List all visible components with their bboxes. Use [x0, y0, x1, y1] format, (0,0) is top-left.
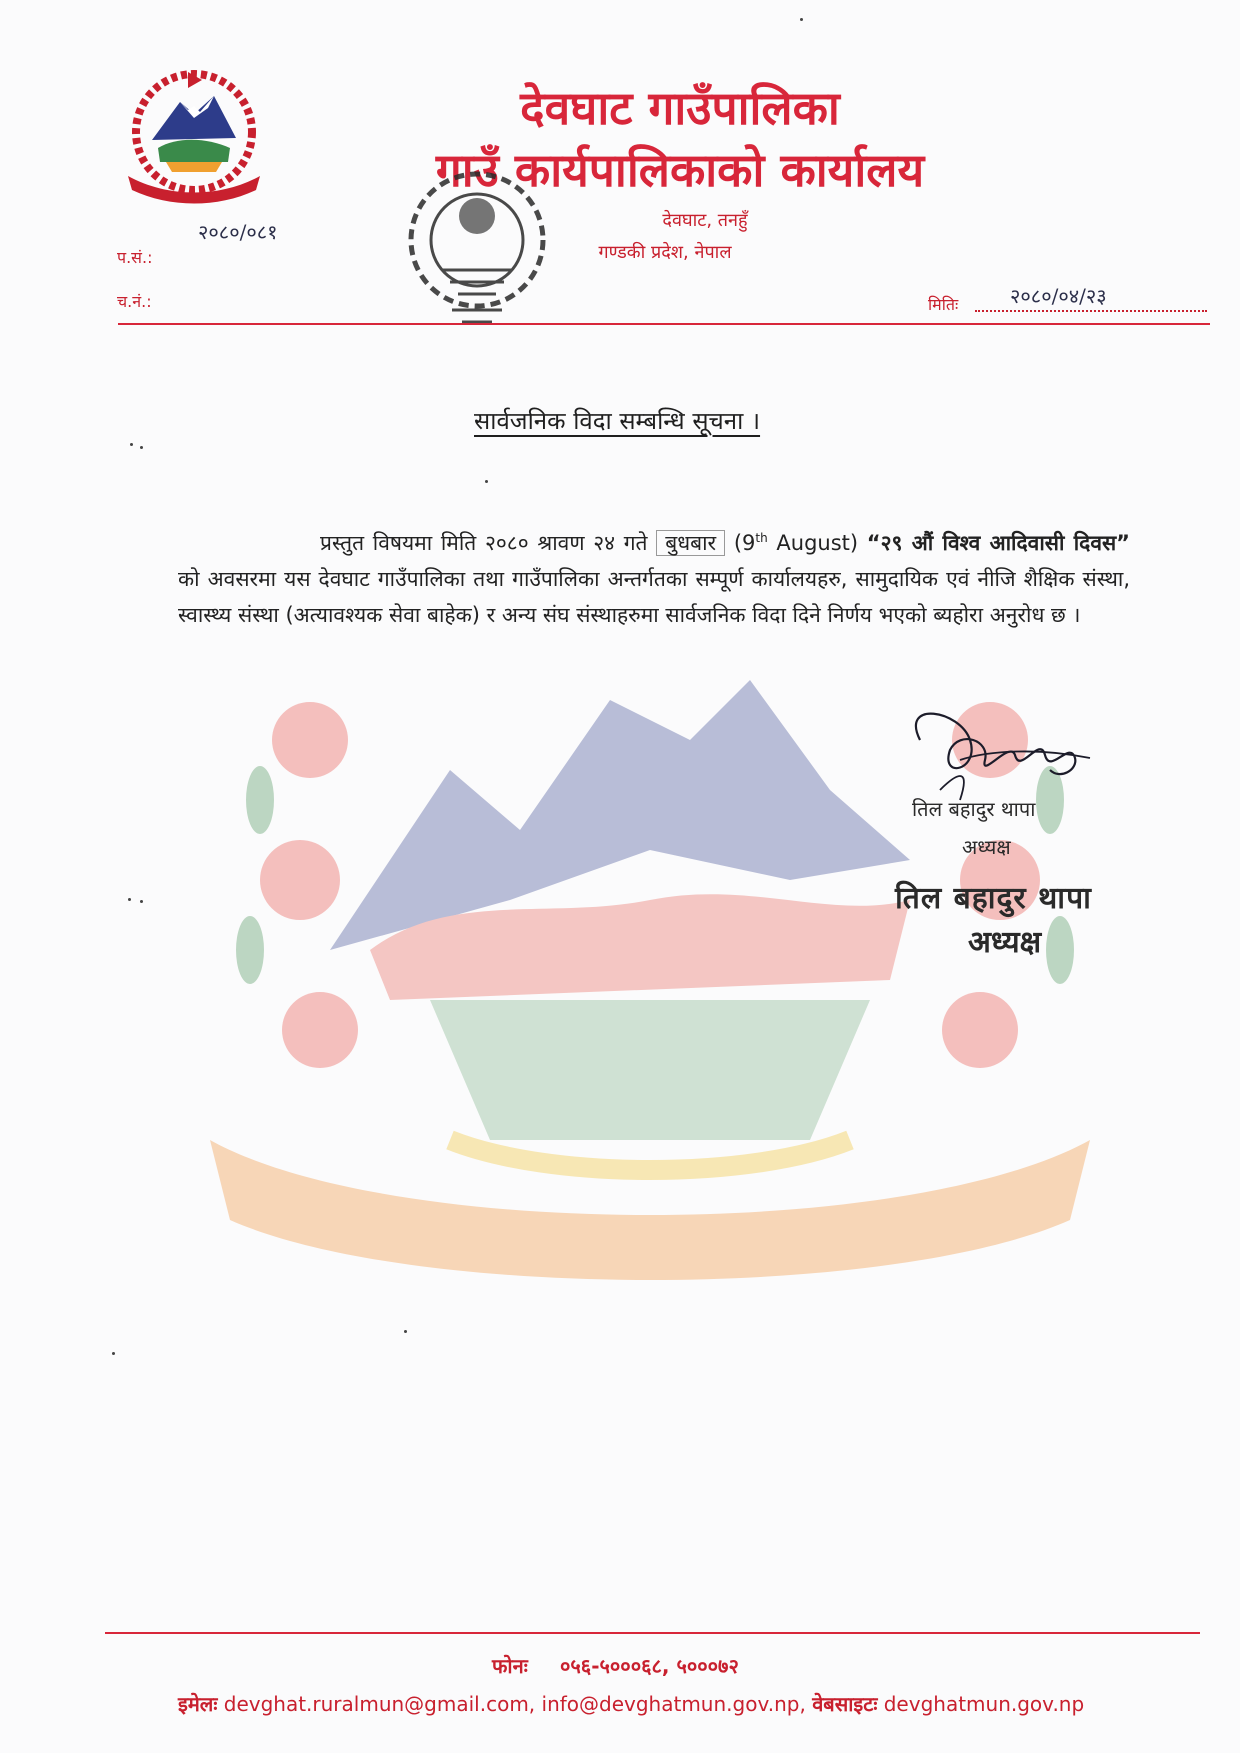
boxed-weekday: बुधबार: [656, 530, 725, 556]
ordinal-suffix: th: [755, 531, 768, 545]
body-text-part2: (9: [725, 531, 756, 555]
email-label: इमेलः: [178, 1692, 218, 1716]
scan-speck: [112, 1352, 115, 1355]
signatory-name: तिल बहादुर थापा: [912, 797, 1036, 821]
address-line1: देवघाट, तनहुँ: [662, 210, 748, 231]
office-title-line2: गाउँ कार्यपालिकाको कार्यालय: [435, 143, 925, 197]
role-stamp: अध्यक्ष: [968, 925, 1042, 960]
body-text-part3: August): [767, 531, 867, 555]
header-divider: [118, 323, 1210, 325]
nepal-emblem-logo: [118, 66, 270, 208]
patra-sankhya-label: प.सं.:: [117, 248, 153, 267]
footer-divider: [105, 1632, 1200, 1634]
phone-numbers: ०५६-५०००६८, ५०००७२: [560, 1654, 739, 1678]
notice-body: [178, 520, 1130, 633]
website-url[interactable]: devghatmun.gov.np: [883, 1692, 1085, 1716]
website-label: वेबसाइटः: [812, 1692, 878, 1716]
date-value: २०८०/०४/२३: [1010, 284, 1107, 308]
scan-speck: [485, 480, 488, 483]
signatory-role: अध्यक्ष: [962, 835, 1011, 859]
date-label: मितिः: [928, 295, 959, 314]
scan-speck: [140, 900, 143, 903]
body-text-part4: को अवसरमा यस देवघाट गाउँपालिका तथा गाउँपालिका अन्तर्गतका सम्पूर्ण कार्यालयहरु, सामुदायिक एवं नीजि शैक्षिक संस्था, स्वास्थ्य संस्था (अत्यावश्यक सेवा बाहेक) र अन्य संघ संस्थाहरुमा सार्वजनिक विदा दिने निर्णय भएको ब्यहोरा अनुरोध छ ।: [178, 567, 1130, 627]
name-stamp: तिल बहादुर थापा: [895, 881, 1092, 916]
scan-speck: [800, 18, 803, 21]
scan-speck: [130, 443, 133, 446]
body-text-part1: प्रस्तुत विषयमा मिति २०८० श्रावण २४ गते: [320, 531, 657, 555]
chalani-number-label: च.नं.:: [117, 292, 152, 311]
office-title-line1: देवघाट गाउँपालिका: [520, 81, 840, 135]
phone-label: फोनः: [492, 1654, 528, 1678]
office-round-stamp: [392, 160, 562, 340]
scan-speck: [404, 1330, 407, 1333]
address-line2: गण्डकी प्रदेश, नेपाल: [598, 242, 732, 263]
scan-speck: [140, 446, 143, 449]
notice-subject: सार्वजनिक विदा सम्बन्धि सूचना ।: [474, 407, 761, 435]
email-addresses[interactable]: devghat.ruralmun@gmail.com, info@devghatmun.gov.np,: [223, 1692, 806, 1716]
scan-speck: [128, 898, 131, 901]
patra-sankhya-value: २०८०/०८१: [198, 220, 278, 244]
footer-contact-line: [178, 1690, 1178, 1717]
event-name: “२९ औं विश्व आदिवासी दिवस”: [866, 531, 1130, 555]
